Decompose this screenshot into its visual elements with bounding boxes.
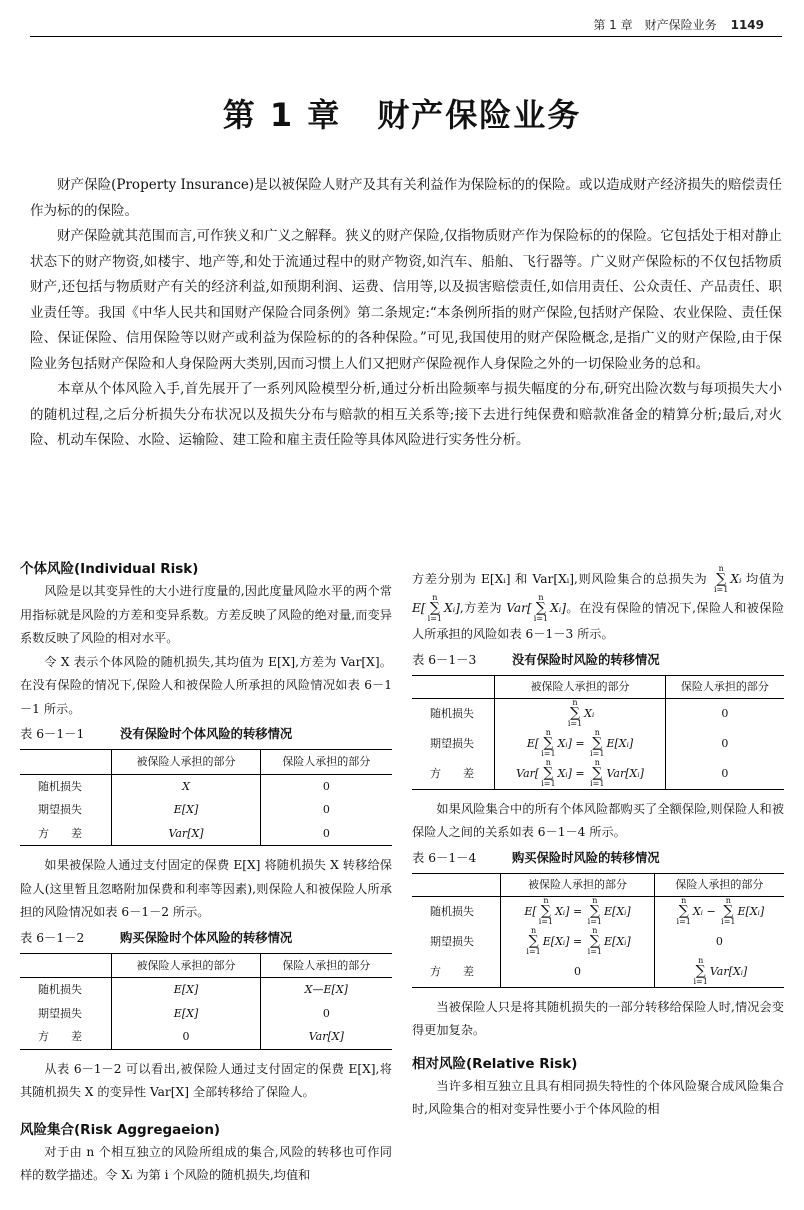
- sum-upper: n: [432, 593, 438, 602]
- math-term: E[: [526, 736, 540, 750]
- paragraph: 当被保险人只是将其随机损失的一部分转移给保险人时,情况会变得更加复杂。: [412, 999, 784, 1037]
- math-term: Var[Xᵢ]: [709, 964, 748, 978]
- row-label: 方 差: [20, 822, 112, 846]
- table-cell: 0: [721, 766, 729, 780]
- math-term: E[: [524, 904, 537, 918]
- table-header: 保险人承担的部分: [654, 873, 784, 896]
- sigma-glyph: ∑: [723, 903, 734, 919]
- table-cell: Var[X]: [112, 822, 260, 846]
- table-header: 保险人承担的部分: [260, 953, 392, 978]
- paragraph: 如果风险集合中的所有个体风险都购买了全额保险,则保险人和被保险人之间的关系如表 6－1－4 所示。: [412, 801, 784, 839]
- math-term: ]: [455, 601, 460, 615]
- sum-upper: n: [531, 926, 537, 935]
- table-cell: [495, 698, 665, 729]
- sum-upper: n: [594, 728, 600, 737]
- math-term: ]: [567, 736, 572, 750]
- table-caption: [20, 723, 392, 745]
- sum-symbol: [693, 957, 707, 986]
- sigma-glyph: ∑: [535, 600, 546, 616]
- sum-upper: n: [543, 896, 549, 905]
- sigma-glyph: ∑: [716, 571, 727, 587]
- text-run: 。在没有保险的情况下,保险人和被保险人所承担的风险如表 6－1－3 所示。: [412, 601, 785, 641]
- intro-paragraph: 本章从个体风险入手,首先展开了一系列风险模型分析,通过分析出险频率与损失幅度的分布,研究出险次数与每项损失大小的随机过程,之后分析损失分布状况以及损失分布与赔款的相互关系等;接下去进行纯保费和赔款准备金的精算分析;最后,对火险、机动车保险、水险、运输险、建工险和雇主责任险等具体风险进行实务性分析。: [30, 381, 782, 448]
- header-rule: [30, 36, 782, 37]
- sum-lower: i=1: [587, 917, 603, 926]
- table-cell: 0: [322, 803, 330, 816]
- table-cell: X—E[X]: [304, 983, 348, 996]
- sum-lower: i=1: [713, 585, 729, 594]
- table-header: 保险人承担的部分: [665, 675, 784, 698]
- section-heading-individual-risk: 个体风险(Individual Risk): [20, 561, 199, 577]
- text-run: ,方差为: [459, 601, 502, 615]
- sum-upper: n: [572, 698, 578, 707]
- math-term: =: [572, 934, 583, 948]
- math-term: Xᵢ: [692, 904, 703, 918]
- table-cell: [501, 927, 654, 957]
- table-cell: E[X]: [112, 1002, 260, 1026]
- paragraph: 风险是以其变异性的大小进行度量的,因此度量风险水平的两个常用指标就是风险的方差和变异系数。方差反映了风险的绝对量,而变异系数反映了风险的相对水平。: [20, 584, 392, 645]
- sigma-glyph: ∑: [695, 963, 706, 979]
- table-title: 购买保险时个体风险的转移情况: [120, 930, 293, 945]
- sum-symbol: [677, 897, 691, 926]
- table-header: [20, 750, 112, 775]
- table-cell: [654, 957, 784, 988]
- table-header: 被保险人承担的部分: [495, 675, 665, 698]
- math-term: Var[Xᵢ]: [606, 766, 644, 780]
- table-header: 保险人承担的部分: [260, 750, 392, 775]
- row-label: 随机损失: [412, 698, 495, 729]
- sum-upper: n: [698, 956, 704, 965]
- table-header: [20, 953, 112, 978]
- sum-lower: i=1: [721, 917, 736, 926]
- math-term: E[Xᵢ]: [542, 934, 570, 948]
- math-term: E[Xᵢ]: [604, 934, 631, 948]
- sigma-glyph: ∑: [589, 903, 600, 919]
- intro-paragraph: 财产保险(Property Insurance)是以被保险人财产及其有关利益作为保险标的的保险。或以造成财产经济损失的赔偿责任作为标的的保险。: [30, 177, 782, 219]
- table-header: [412, 675, 495, 698]
- table-cell: 0: [322, 779, 330, 793]
- paragraph: 如果被保险人通过支付固定的保费 E[X] 将随机损失 X 转移给保险人(这里暂且忽略附加保费和利率等因素),则保险人和被保险人所承担的风险情况如表 6－1－2 所示。: [20, 858, 392, 919]
- row-label: 方 差: [20, 1025, 112, 1049]
- sigma-glyph: ∑: [543, 765, 554, 781]
- table-cell: [495, 759, 665, 790]
- table-cell: 0: [322, 1006, 330, 1020]
- sum-lower: i=1: [590, 749, 605, 758]
- row-label: 期望损失: [20, 1002, 112, 1026]
- sigma-glyph: ∑: [543, 735, 554, 751]
- text-run: 均值为: [746, 572, 785, 586]
- table-number: 表 6－1－1: [20, 727, 85, 741]
- math-term: ]: [561, 601, 566, 615]
- row-label: 期望损失: [412, 927, 501, 957]
- sum-lower: i=1: [533, 614, 549, 623]
- sum-lower: i=1: [693, 977, 708, 986]
- sigma-glyph: ∑: [569, 705, 580, 721]
- math-term: Xᵢ: [557, 766, 568, 780]
- sum-symbol: [534, 594, 548, 623]
- paragraph: 令 X 表示个体风险的随机损失,其均值为 E[X],方差为 Var[X]。在没有保险的情况下,保险人和被保险人所承担的风险情况如表 6－1－1 所示。: [20, 654, 392, 716]
- row-label: 方 差: [412, 957, 501, 988]
- chapter-title: [0, 90, 804, 136]
- table-number: 表 6－1－2: [20, 930, 85, 945]
- sigma-glyph: ∑: [592, 765, 603, 781]
- row-label: 随机损失: [20, 978, 112, 1002]
- table-cell: [654, 896, 784, 927]
- row-label: 随机损失: [20, 774, 112, 798]
- table-title: 没有保险时风险的转移情况: [512, 652, 660, 667]
- sum-symbol: [590, 759, 604, 788]
- table-cell: 0: [501, 957, 654, 988]
- sum-upper: n: [592, 896, 598, 905]
- sum-symbol: [568, 699, 582, 728]
- table-cell: 0: [715, 934, 723, 948]
- sum-upper: n: [594, 758, 600, 767]
- table-cell: 0: [322, 826, 330, 840]
- math-term: −: [706, 904, 716, 918]
- table-6-1-2: [20, 953, 392, 1050]
- math-term: Xᵢ: [730, 572, 742, 586]
- intro-section: [30, 173, 782, 454]
- text-run: 方差分别为 E[Xᵢ] 和 Var[Xᵢ],则风险集合的总损失为: [412, 572, 708, 586]
- table-header: [412, 873, 501, 896]
- running-title: 第 1 章 财产保险业务: [593, 18, 717, 32]
- chapter-name: 财产保险业务: [377, 96, 582, 134]
- math-term: Xᵢ: [550, 601, 562, 615]
- sum-upper: n: [718, 564, 724, 573]
- sigma-glyph: ∑: [528, 933, 539, 949]
- row-label: 期望损失: [412, 729, 495, 759]
- math-term: Var[: [506, 601, 532, 615]
- math-term: ]: [567, 766, 572, 780]
- math-term: Xᵢ: [555, 904, 566, 918]
- table-number: 表 6－1－3: [412, 652, 477, 667]
- math-term: E[Xᵢ]: [606, 736, 634, 750]
- sigma-glyph: ∑: [592, 735, 603, 751]
- sum-lower: i=1: [676, 917, 691, 926]
- row-label: 期望损失: [20, 798, 112, 822]
- sum-lower: i=1: [587, 947, 603, 956]
- table-caption: [20, 927, 392, 949]
- math-term: E[Xᵢ]: [737, 904, 765, 918]
- sum-upper: n: [538, 593, 544, 602]
- table-header: 被保险人承担的部分: [112, 953, 260, 978]
- table-cell: Var[X]: [308, 1030, 344, 1043]
- sum-upper: n: [592, 926, 598, 935]
- math-term: =: [575, 736, 585, 750]
- table-number: 表 6－1－4: [412, 850, 477, 865]
- table-cell: [501, 896, 654, 927]
- row-label: 方 差: [412, 759, 495, 790]
- math-term: E[Xᵢ]: [604, 904, 631, 918]
- sum-symbol: [541, 729, 555, 758]
- math-term: =: [575, 766, 585, 780]
- table-6-1-3: [412, 675, 784, 790]
- sum-upper: n: [545, 758, 551, 767]
- table-title: 购买保险时风险的转移情况: [512, 850, 660, 865]
- math-term: =: [572, 904, 583, 918]
- table-header: 被保险人承担的部分: [112, 750, 260, 775]
- section-heading-relative-risk: 相对风险(Relative Risk): [412, 1055, 578, 1072]
- section-heading-risk-aggregation: 风险集合(Risk Aggregaeion): [20, 1121, 221, 1138]
- sum-symbol: [539, 897, 553, 926]
- sum-upper: n: [681, 896, 687, 905]
- math-term: Xᵢ: [584, 706, 595, 720]
- table-cell: 0: [721, 736, 729, 750]
- table-cell: E[X]: [112, 978, 260, 1002]
- running-header: [593, 16, 764, 33]
- right-column: [412, 565, 784, 1122]
- math-term: ]: [565, 904, 570, 918]
- table-title: 没有保险时个体风险的转移情况: [120, 727, 293, 741]
- sum-symbol: [588, 927, 602, 956]
- left-column: [20, 558, 392, 1188]
- sum-symbol: [526, 927, 540, 956]
- sum-upper: n: [725, 896, 731, 905]
- table-cell: [495, 729, 665, 759]
- page-number: 1149: [730, 18, 764, 32]
- sum-symbol: [588, 897, 602, 926]
- sum-symbol: [541, 759, 555, 788]
- sigma-glyph: ∑: [540, 903, 551, 919]
- sum-lower: i=1: [427, 614, 443, 623]
- sum-lower: i=1: [526, 947, 541, 956]
- table-caption: [412, 847, 784, 869]
- table-caption: [412, 649, 784, 671]
- math-term: Var[: [516, 766, 540, 780]
- sum-symbol: [721, 897, 735, 926]
- paragraph: [412, 565, 784, 647]
- sigma-glyph: ∑: [429, 600, 440, 616]
- sum-lower: i=1: [541, 749, 556, 758]
- intro-paragraph: 财产保险就其范围而言,可作狭义和广义之解释。狭义的财产保险,仅指物质财产作为保险标的的保险。它包括处于相对静止状态下的财产物资,如楼宇、地产等,和处于流通过程中的财产物资,如汽车、船舶、飞行器等。广义财产保险标的不仅包括物质财产,还包括与物质财产有关的经济利益,如预期利润、运费、信用等,以及损害赔偿责任,如信用责任、公众责任、产品责任、职业责任等。我国《中华人民共和国财产保险合同条例》第二条规定:“本条例所指的财产保险,包括财产保险、农业保险、责任保险、保证保险、信用保险等以财产或利益为保险标的的各种保险。”可见,我国使用的财产保险概念,是指广义的财产保险,由于保险业务包括财产保险和人身保险两大类别,因而习惯上人们又把财产保险视作人身保险之外的一切保险业务的总和。: [30, 228, 782, 372]
- table-6-1-1: [20, 749, 392, 846]
- table-cell: 0: [721, 706, 729, 720]
- row-label: 随机损失: [412, 896, 501, 927]
- sum-lower: i=1: [538, 917, 554, 926]
- sum-lower: i=1: [567, 719, 583, 728]
- sum-symbol: [590, 729, 604, 758]
- paragraph: 从表 6－1－2 可以看出,被保险人通过支付固定的保费 E[X],将其随机损失 X 的变异性 Var[X] 全部转移给了保险人。: [20, 1061, 392, 1099]
- table-cell: E[X]: [112, 798, 260, 822]
- sigma-glyph: ∑: [678, 903, 689, 919]
- chapter-number: 第 1 章: [222, 96, 342, 134]
- math-term: Xᵢ: [444, 601, 456, 615]
- table-cell: X: [112, 774, 260, 798]
- table-6-1-4: [412, 873, 784, 988]
- paragraph: 对于由 n 个相互独立的风险所组成的集合,风险的转移也可作同样的数学描述。令 Xᵢ 为第 i 个风险的随机损失,均值和: [20, 1144, 392, 1182]
- sum-lower: i=1: [541, 779, 556, 788]
- table-header: 被保险人承担的部分: [501, 873, 654, 896]
- table-cell: 0: [112, 1025, 260, 1049]
- paragraph: 当许多相互独立且具有相同损失特性的个体风险聚合成风险集合时,风险集合的相对变异性要小于个体风险的相: [412, 1078, 784, 1116]
- sum-lower: i=1: [590, 779, 605, 788]
- sum-upper: n: [545, 728, 551, 737]
- math-term: E[: [412, 601, 426, 615]
- sum-symbol: [714, 565, 728, 594]
- sigma-glyph: ∑: [589, 933, 600, 949]
- sum-symbol: [428, 594, 442, 623]
- math-term: Xᵢ: [557, 736, 568, 750]
